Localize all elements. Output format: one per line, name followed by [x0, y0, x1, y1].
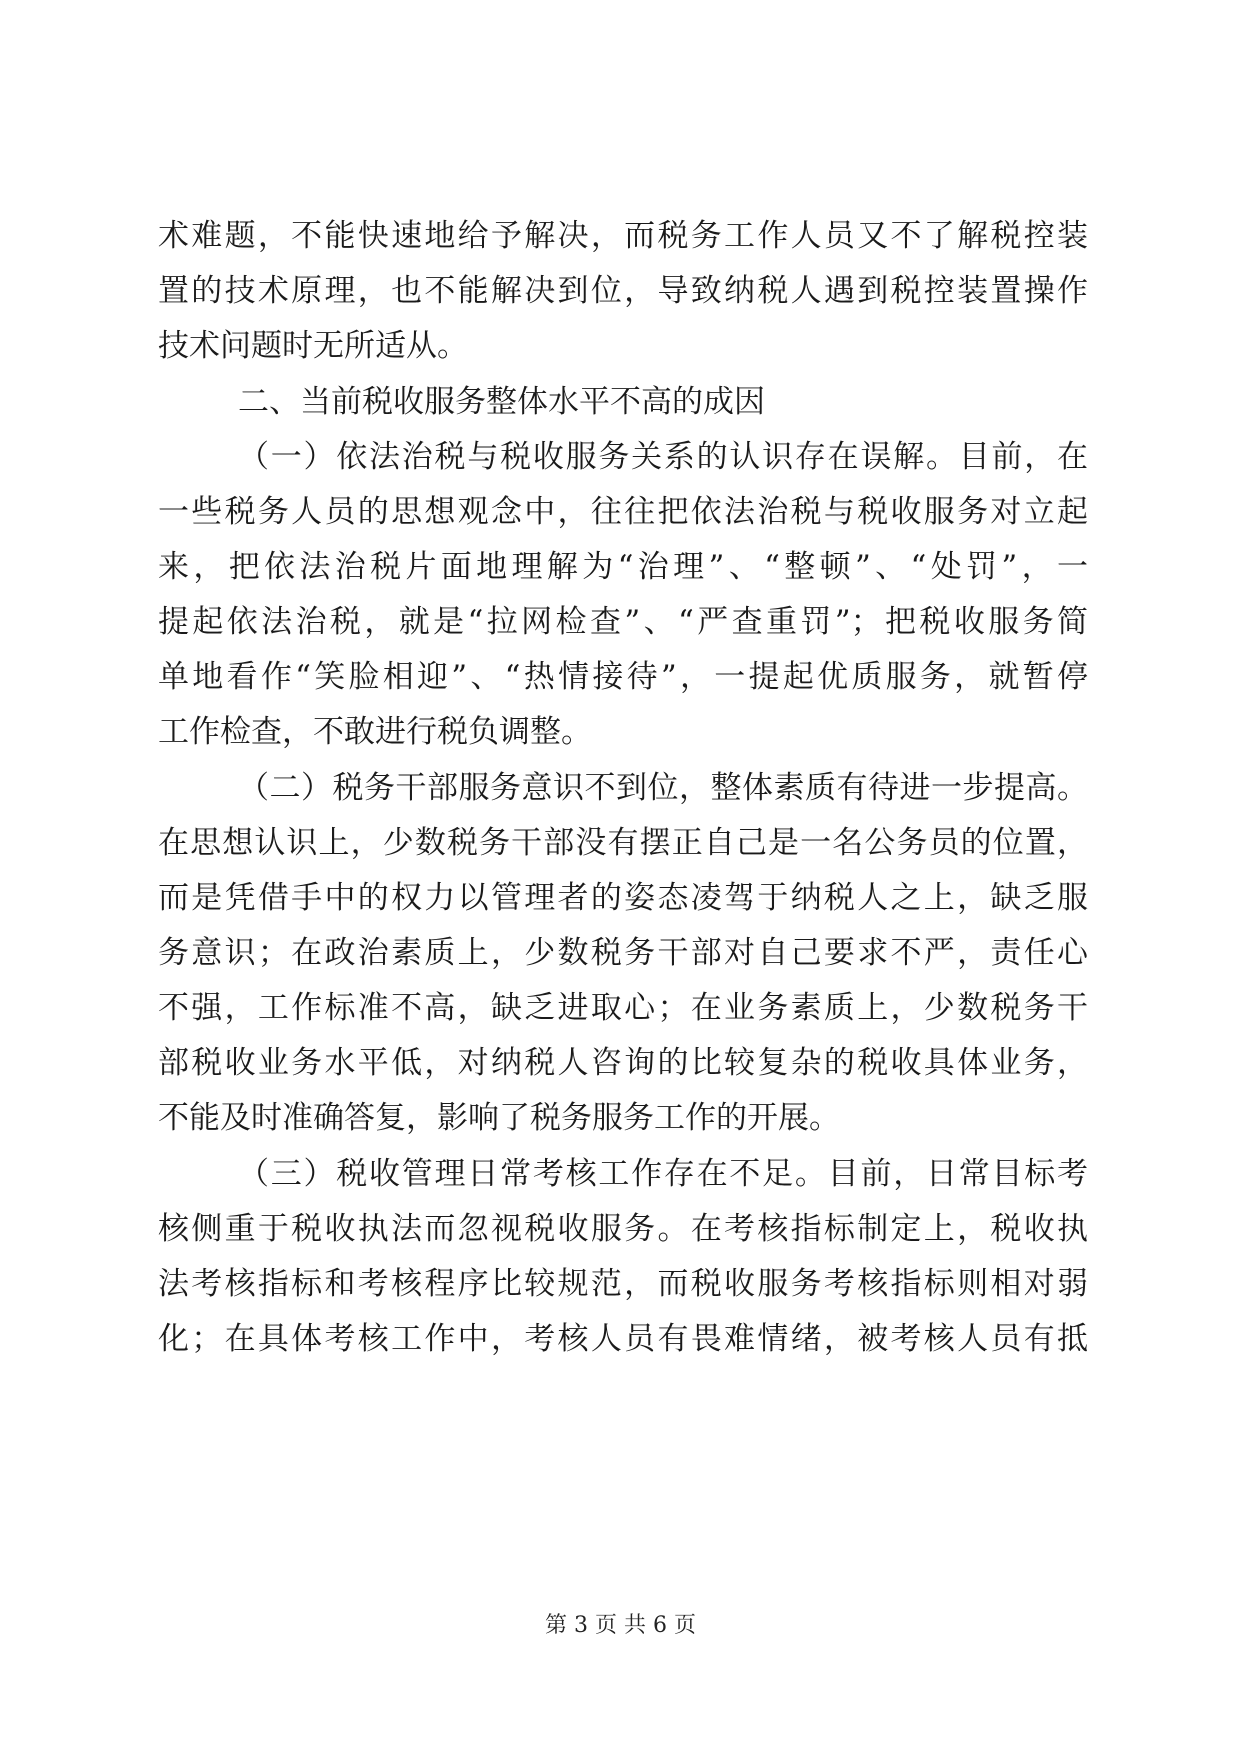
text-line: 而是凭借手中的权力以管理者的姿态凌驾于纳税人之上，缺乏服 — [158, 880, 1088, 916]
page-number-footer: 第 3 页 共 6 页 — [545, 1613, 696, 1638]
text-line: 来，把依法治税片面地理解为“治理”、“整顿”、“处罚”，一 — [158, 549, 1088, 585]
text-line: 核侧重于税收执法而忽视税收服务。在考核指标制定上，税收执 — [158, 1211, 1088, 1247]
paragraph-first-line: （二）税务干部服务意识不到位，整体素质有待进一步提高。 — [238, 770, 1088, 806]
text-line: 提起依法治税，就是“拉网检查”、“严查重罚”；把税收服务简 — [158, 604, 1088, 640]
text-line: 部税收业务水平低，对纳税人咨询的比较复杂的税收具体业务， — [158, 1045, 1088, 1081]
text-line: 工作检查，不敢进行税负调整。 — [158, 714, 592, 750]
text-line: 不能及时准确答复，影响了税务服务工作的开展。 — [158, 1100, 840, 1136]
text-line: 在思想认识上，少数税务干部没有摆正自己是一名公务员的位置， — [158, 825, 1088, 861]
text-line: 单地看作“笑脸相迎”、“热情接待”，一提起优质服务，就暂停 — [158, 659, 1088, 695]
paragraph-first-line: （一）依法治税与税收服务关系的认识存在误解。目前，在 — [238, 439, 1088, 475]
text-line: 务意识；在政治素质上，少数税务干部对自己要求不严，责任心 — [158, 935, 1088, 971]
text-line: 法考核指标和考核程序比较规范，而税收服务考核指标则相对弱 — [158, 1266, 1088, 1302]
text-line: 术难题，不能快速地给予解决，而税务工作人员又不了解税控装 — [158, 218, 1088, 254]
section-heading: 二、当前税收服务整体水平不高的成因 — [238, 384, 765, 420]
text-line: 技术问题时无所适从。 — [158, 328, 468, 364]
text-line: 置的技术原理，也不能解决到位，导致纳税人遇到税控装置操作 — [158, 273, 1088, 309]
paragraph-first-line: （三）税收管理日常考核工作存在不足。目前，日常目标考 — [238, 1156, 1088, 1192]
text-line: 化；在具体考核工作中，考核人员有畏难情绪，被考核人员有抵 — [158, 1321, 1088, 1357]
text-line: 不强，工作标准不高，缺乏进取心；在业务素质上，少数税务干 — [158, 990, 1088, 1026]
text-line: 一些税务人员的思想观念中，往往把依法治税与税收服务对立起 — [158, 494, 1088, 530]
